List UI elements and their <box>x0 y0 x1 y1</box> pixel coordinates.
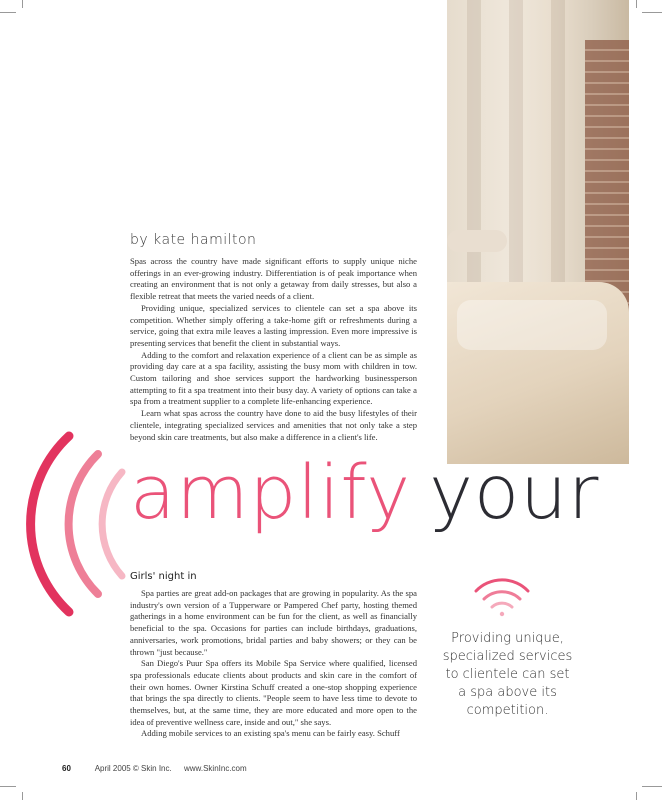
headline-word-your: your <box>429 450 600 536</box>
intro-paragraph: Adding to the comfort and relaxation experience of a client can be as simple as providing day care at a spa facility, assisting the busy mom with children in tow. Custom tailoring and shoe services support the hardworking businessperson attempting to fit a spa treatment into their busy day. A variety of options can take a spa from a treatment supplier to a complete life-enhancing experience. <box>130 349 417 407</box>
byline: by kate hamilton <box>130 232 257 248</box>
spa-curtain-photo <box>447 0 629 464</box>
chair-arm <box>457 300 607 350</box>
issue-date: April 2005 © Skin Inc. <box>94 764 172 773</box>
headline <box>130 450 600 536</box>
pull-quote: Providing unique, specialized services to clientele can set a spa above its competition. <box>442 631 573 718</box>
curtain-tieback <box>447 230 507 252</box>
page-footer <box>62 764 247 773</box>
section-paragraph: Adding mobile services to an existing spa's menu can be fairly easy. Schuff <box>141 728 400 739</box>
crop-mark <box>642 12 662 13</box>
intro-text <box>130 256 417 443</box>
website-url: www.SkinInc.com <box>183 764 247 773</box>
signal-arcs-icon <box>14 424 144 624</box>
section-title: Girls' night in <box>130 571 197 582</box>
crop-mark <box>0 786 16 787</box>
crop-mark <box>642 786 662 787</box>
section-text <box>130 588 417 740</box>
crop-mark <box>636 0 637 8</box>
crop-mark <box>636 792 637 800</box>
intro-paragraph: Spas across the country have made significant efforts to supply unique niche offerings in an ever-growing industry. Differentiation is of peak importance when creating an environment that is not only a getaway from daily stresses, but also a flexible retreat that meets the varied needs of a client. <box>130 256 417 302</box>
section-paragraph: Spa parties are great add-on packages that are growing in popularity. As the spa industry's own version of a Tupperware or Pampered Chef party, hosting themed gatherings in a home environment can be fun for the client, as well as financially beneficial to the spa. Occasions for parties can include birthdays, graduations, anniversaries, work promotions, bridal parties and baby showers; or they can be thrown "just because." <box>130 588 417 657</box>
crop-mark <box>22 0 23 8</box>
intro-paragraph: Learn what spas across the country have done to aid the busy lifestyles of their clientele, integrating specialized services and amenities that not only take a step beyond skin care treatments, but also make a difference in a client's life. <box>130 408 417 442</box>
headline-word-amplify: amplify <box>130 450 412 536</box>
page-number: 60 <box>62 764 71 773</box>
crop-mark <box>22 792 23 800</box>
signal-wave-icon <box>472 575 532 619</box>
curtain-fold <box>551 0 565 320</box>
brick-wall <box>585 40 629 320</box>
curtain-fold <box>467 0 481 320</box>
curtain-fold <box>509 0 523 320</box>
section-paragraph: San Diego's Puur Spa offers its Mobile Spa Service where qualified, licensed spa professionals educate clients about products and skin care in the comfort of their own homes. Owner Kirstina Schuff created a one-stop shopping experience that brings the spa directly to clients. "People seem to have less time to devote to themselves, but, at the same time, they are more educated and more open to the idea of preventive wellness care, inside and out," she says. <box>130 658 417 727</box>
crop-mark <box>0 12 16 13</box>
intro-paragraph: Providing unique, specialized services to clientele can set a spa above its competition. Whether simply offering a take-home gift or refreshments during a service, going that extra mile leaves a lasting impression. Even more impressive is presenting services that benefit the client in substantial ways. <box>130 302 417 348</box>
